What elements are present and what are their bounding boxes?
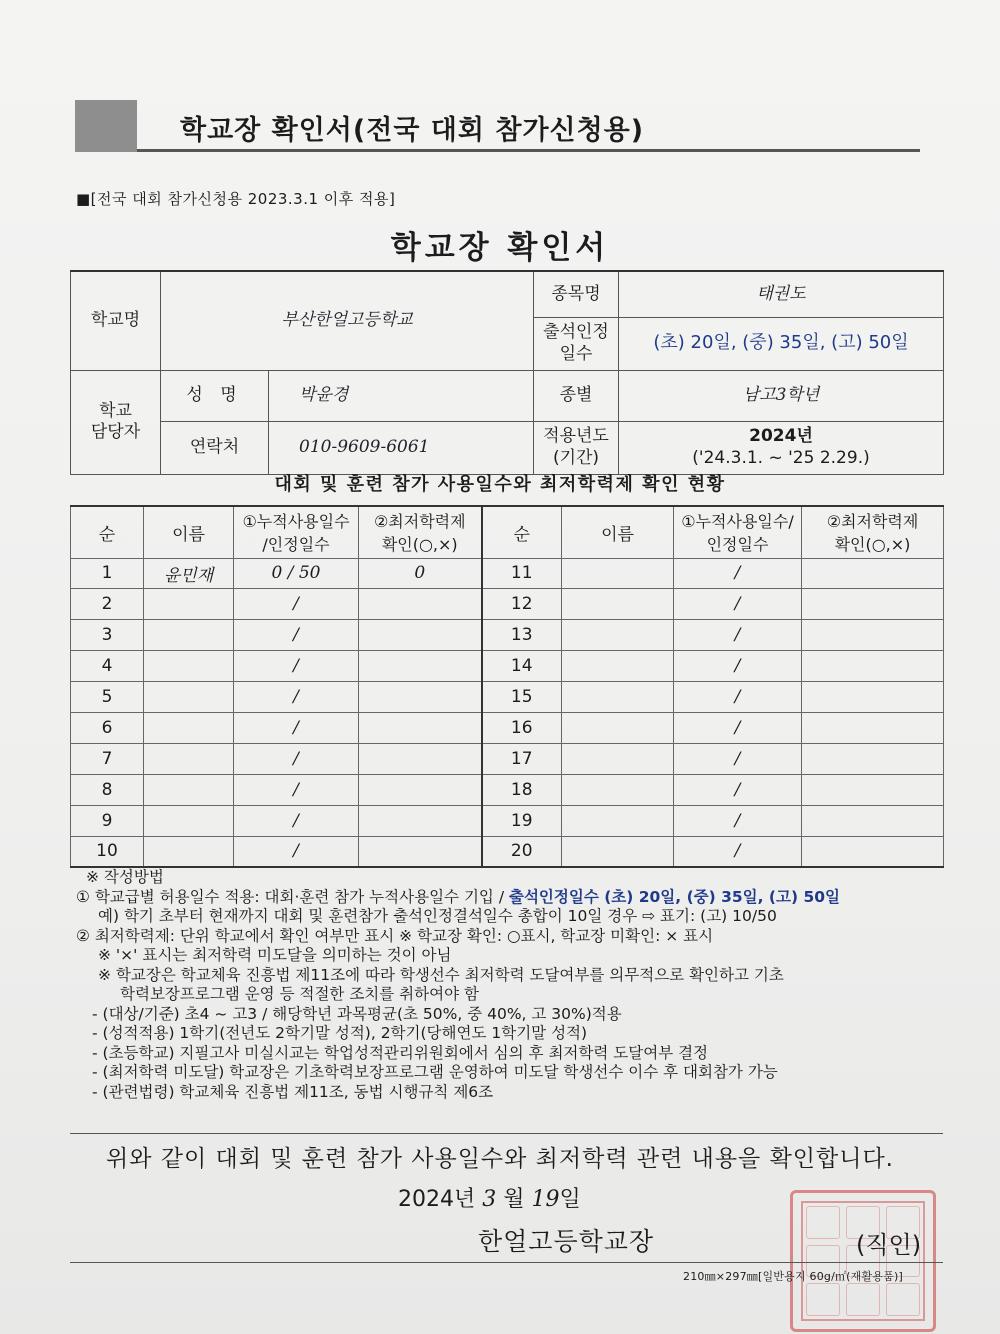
row-number: 9	[71, 805, 144, 836]
date-day: 19	[531, 1187, 560, 1212]
row-number-right: 17	[482, 743, 562, 774]
col-days: ①누적사용일수 /인정일수	[234, 506, 359, 558]
row-name	[144, 774, 234, 805]
detail-5: - (관련법령) 학교체육 진흥법 제11조, 동법 시행규칙 제6조	[92, 1082, 494, 1101]
row-number: 4	[71, 651, 144, 682]
row-days-right: /	[674, 774, 802, 805]
row-check	[359, 836, 482, 867]
row-name	[144, 712, 234, 743]
note-2-b: ※ 학교장은 학교체육 진흥법 제11조에 따라 학생선수 최저학력 도달여부를 의무적으로 확인하고 기초	[98, 965, 784, 984]
date-month: 3	[482, 1187, 497, 1212]
row-check	[359, 682, 482, 713]
row-number: 10	[71, 836, 144, 867]
header-title: 학교장 확인서(전국 대회 참가신청용)	[180, 115, 645, 146]
row-number-right: 14	[482, 651, 562, 682]
attend-label: 출석인정 일수	[534, 317, 619, 370]
row-number: 5	[71, 682, 144, 713]
contact-label: 연락처	[161, 421, 269, 474]
detail-4: - (최저학력 미도달) 학교장은 기초학력보장프로그램 운영하여 미도달 학생선수 이수 후 대회참가 가능	[92, 1063, 778, 1081]
seal-label: (직인)	[856, 1231, 922, 1259]
row-number-right: 19	[482, 805, 562, 836]
row-days: /	[234, 620, 359, 651]
note-1-bold: 출석인정일수 (초) 20일, (중) 35일, (고) 50일	[508, 887, 841, 906]
row-days-right: /	[674, 805, 802, 836]
note-2: ② 최저학력제: 단위 학교에서 확인 여부만 표시 ※ 학교장 확인: ○표시, 학교장 미확인: × 표시	[76, 926, 714, 945]
row-check-right	[802, 682, 944, 713]
row-number-right: 16	[482, 712, 562, 743]
row-check	[359, 589, 482, 620]
row-name-right	[562, 805, 674, 836]
col-name: 이름	[144, 506, 234, 558]
row-name	[144, 682, 234, 713]
row-check-right	[802, 743, 944, 774]
note-1	[76, 888, 956, 908]
col-days-right: ①누적사용일수/ 인정일수	[674, 506, 802, 558]
school-label: 학교명	[71, 271, 161, 370]
row-name-right	[562, 682, 674, 713]
row-check	[359, 620, 482, 651]
manager-label: 학교 담당자	[71, 370, 161, 474]
row-name	[144, 651, 234, 682]
row-name	[144, 836, 234, 867]
row-days-right: /	[674, 712, 802, 743]
row-number: 8	[71, 774, 144, 805]
section-title: 대회 및 훈련 참가 사용일수와 최저학력제 확인 현황	[274, 474, 726, 495]
table-row	[71, 651, 944, 682]
row-days: /	[234, 589, 359, 620]
row-number-right: 11	[482, 558, 562, 589]
row-name	[144, 805, 234, 836]
main-title: 학교장 확인서	[390, 230, 610, 266]
date-month-unit: 월	[503, 1187, 525, 1212]
table-row	[71, 558, 944, 589]
row-days: /	[234, 774, 359, 805]
row-number-right: 15	[482, 682, 562, 713]
row-days: /	[234, 651, 359, 682]
col-check-right: ②최저학력제 확인(○,×)	[802, 506, 944, 558]
row-check	[359, 743, 482, 774]
row-days: /	[234, 743, 359, 774]
row-name-right	[562, 620, 674, 651]
row-name-right	[562, 743, 674, 774]
table-row	[71, 836, 944, 867]
row-check-right	[802, 558, 944, 589]
school-value: 부산한얼고등학교	[161, 271, 534, 370]
row-number-right: 12	[482, 589, 562, 620]
row-name-right	[562, 651, 674, 682]
signing-date	[398, 1182, 581, 1213]
table-row	[71, 774, 944, 805]
detail-2: - (성적적용) 1학기(전년도 2학기말 성적), 2학기(당해연도 1학기말 성적)	[92, 1024, 588, 1042]
col-name-right: 이름	[562, 506, 674, 558]
row-days-right: /	[674, 651, 802, 682]
attend-value: (초) 20일, (중) 35일, (고) 50일	[619, 317, 944, 370]
row-check-right	[802, 712, 944, 743]
row-number: 1	[71, 558, 144, 589]
header-bar	[75, 100, 920, 152]
official-seal-stamp	[790, 1190, 936, 1332]
year-cell	[619, 421, 944, 474]
row-number-right: 20	[482, 836, 562, 867]
table-row	[71, 712, 944, 743]
principal-title: 한얼고등학교장	[478, 1227, 655, 1256]
note-2-a: ※ '×' 표시는 최저학력 미도달을 의미하는 것이 아님	[98, 946, 452, 964]
row-days: /	[234, 805, 359, 836]
row-name-right	[562, 774, 674, 805]
table-row	[71, 620, 944, 651]
participation-table	[70, 505, 944, 868]
info-table	[70, 270, 944, 475]
row-name-right	[562, 558, 674, 589]
row-check-right	[802, 620, 944, 651]
row-check-right	[802, 774, 944, 805]
row-name	[144, 620, 234, 651]
row-name: 윤민재	[144, 558, 234, 589]
row-check	[359, 712, 482, 743]
applicability-note: ■[전국 대회 참가신청용 2023.3.1 이후 적용]	[76, 190, 396, 208]
name-label: 성 명	[161, 370, 269, 421]
row-days: /	[234, 712, 359, 743]
row-check	[359, 805, 482, 836]
col-no-right: 순	[482, 506, 562, 558]
detail-1: - (대상/기준) 초4 ~ 고3 / 해당학년 과목평균(초 50%, 중 40%, 고 30%)적용	[92, 1004, 622, 1023]
row-days-right: /	[674, 620, 802, 651]
row-check-right	[802, 651, 944, 682]
table-row	[71, 805, 944, 836]
year-label: 적용년도 (기간)	[534, 421, 619, 474]
seal-pattern	[801, 1201, 925, 1321]
instructions	[76, 868, 956, 1102]
row-name	[144, 589, 234, 620]
paper-spec: 210㎜×297㎜[일반용지 60g/㎡(재활용품)]	[683, 1270, 903, 1283]
row-days: /	[234, 836, 359, 867]
period-value: ('24.3.1. ~ '25 2.29.)	[692, 447, 870, 468]
row-number: 2	[71, 589, 144, 620]
date-year: 2024년	[398, 1187, 476, 1212]
row-name-right	[562, 712, 674, 743]
confirmation-statement: 위와 같이 대회 및 훈련 참가 사용일수와 최저학력 관련 내용을 확인합니다.	[106, 1146, 894, 1172]
row-name-right	[562, 836, 674, 867]
row-name-right	[562, 589, 674, 620]
note-2-b-cont: 학력보장프로그램 운영 등 적절한 조치를 취하여야 함	[120, 985, 479, 1003]
row-check-right	[802, 589, 944, 620]
detail-3: - (초등학교) 지필고사 미실시교는 학업성적관리위원회에서 심의 후 최저학력 도달여부 결정	[92, 1043, 709, 1062]
row-days-right: /	[674, 589, 802, 620]
row-number-right: 13	[482, 620, 562, 651]
row-check-right	[802, 805, 944, 836]
row-name	[144, 743, 234, 774]
sport-value: 태권도	[619, 271, 944, 317]
table-header-row	[71, 506, 944, 558]
row-number: 3	[71, 620, 144, 651]
name-value: 박윤경	[269, 370, 534, 421]
note-1-example: 예) 학기 초부터 현재까지 대회 및 훈련참가 출석인정결석일수 총합이 10일 경우 ⇨ 표기: (고) 10/50	[98, 907, 777, 925]
row-days-right: /	[674, 743, 802, 774]
row-days: 0 / 50	[234, 558, 359, 589]
divider-top	[70, 1133, 943, 1134]
row-check-right	[802, 836, 944, 867]
row-number: 7	[71, 743, 144, 774]
row-days-right: /	[674, 558, 802, 589]
col-no: 순	[71, 506, 144, 558]
header-underline	[137, 149, 920, 152]
table-row	[71, 682, 944, 713]
year-value: 2024년	[749, 426, 813, 447]
divider-bottom	[70, 1262, 943, 1263]
row-check	[359, 651, 482, 682]
category-label: 종별	[534, 370, 619, 421]
header-gray-block	[75, 100, 137, 152]
date-day-unit: 일	[559, 1187, 581, 1212]
row-days: /	[234, 682, 359, 713]
category-value: 남고3학년	[619, 370, 944, 421]
notes-heading: ※ 작성방법	[86, 868, 164, 886]
sport-label: 종목명	[534, 271, 619, 317]
note-1-text: ① 학교급별 허용일수 적용: 대회·훈련 참가 누적사용일수 기입 /	[76, 887, 509, 906]
row-number: 6	[71, 712, 144, 743]
col-check: ②최저학력제 확인(○,×)	[359, 506, 482, 558]
row-check	[359, 774, 482, 805]
table-row	[71, 589, 944, 620]
contact-value: 010-9609-6061	[269, 421, 534, 474]
row-days-right: /	[674, 836, 802, 867]
row-check: 0	[359, 558, 482, 589]
row-number-right: 18	[482, 774, 562, 805]
table-row	[71, 743, 944, 774]
row-days-right: /	[674, 682, 802, 713]
